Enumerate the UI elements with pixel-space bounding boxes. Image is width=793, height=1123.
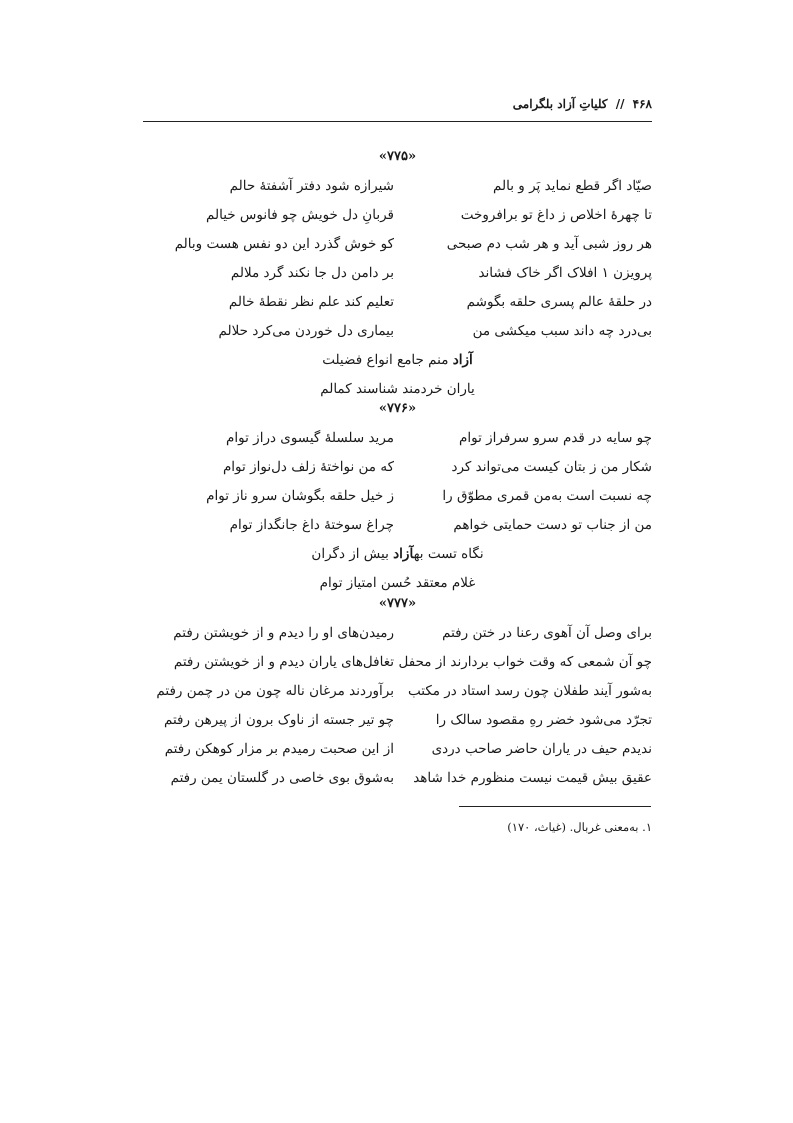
- poem-title: «۷۷۷»: [378, 596, 417, 611]
- running-header: [143, 97, 652, 119]
- second-hemistich: قربانِ دل خویش چو فانوس خیالم: [206, 207, 394, 223]
- couplet: [143, 317, 652, 346]
- second-hemistich: مرید سلسلهٔ گیسوی دراز توام: [226, 430, 394, 446]
- second-hemistich: که من نواختهٔ زلف دل‌نواز توام: [222, 459, 394, 475]
- couplet: [143, 619, 652, 648]
- closing-line: نگاه تست بهآزاد بیش از دگران: [311, 546, 484, 562]
- first-hemistich: صیّاد اگر قطع نماید پَر و بالم: [493, 178, 652, 194]
- page-number: ۴۶۸: [632, 97, 652, 111]
- first-hemistich: ندیدم حیف در یاران حاضر صاحب دردی: [431, 741, 652, 757]
- poet-name: آزاد: [393, 546, 414, 562]
- first-hemistich: در حلقهٔ عالم پسری حلقه بگوشم: [466, 294, 652, 310]
- second-hemistich: شیرازه شود دفتر آشفتهٔ حالم: [229, 178, 394, 194]
- second-hemistich: تعلیم کند علم نظر نقطهٔ خالم: [228, 294, 394, 310]
- second-hemistich: بیماری دل خوردن می‌کرد حلالم: [218, 323, 394, 339]
- couplet: [143, 706, 652, 735]
- couplet: [143, 424, 652, 453]
- poem-776: [143, 398, 652, 598]
- second-hemistich: بر دامن دل جا نکند گرد ملالم: [230, 265, 394, 281]
- first-hemistich: تا چهرهٔ اخلاص ز داغ تو برافروخت: [460, 207, 652, 223]
- footnote: ۱. به‌معنی غربال. (غیاث، ۱۷۰): [507, 820, 652, 834]
- second-hemistich: برآوردند مرغان ناله چون من در چمن رفتم: [156, 683, 394, 699]
- couplet: [143, 201, 652, 230]
- closing-line: آزاد منم جامع انواع فضیلت: [322, 352, 473, 368]
- first-hemistich: به‌شور آیند طفلان چون رسد استاد در مکتب: [407, 683, 652, 699]
- second-hemistich: ز خیل حلقه بگوشان سرو ناز توام: [206, 488, 394, 504]
- second-hemistich: از این صحبت رمیدم بر مزار کوهکن رفتم: [164, 741, 394, 757]
- second-hemistich: کو خوش گذرد این دو نفس هست وبالم: [174, 236, 394, 252]
- couplet: [143, 511, 652, 540]
- couplet: [143, 453, 652, 482]
- first-hemistich: چو سایه در قدم سرو سرفراز توام: [459, 430, 652, 446]
- couplet: [143, 482, 652, 511]
- closing-line: یاران خردمند شناسند کمالم: [320, 381, 475, 397]
- first-hemistich: عقیق بیش قیمت نیست منظورم خدا شاهد: [413, 770, 652, 786]
- first-hemistich: بی‌درد چه داند سبب میکشی من: [472, 323, 652, 339]
- header-rule: [143, 121, 652, 122]
- poem-775: [143, 146, 652, 404]
- second-hemistich: به‌شوق بوی خاصی در گلستان یمن رفتم: [170, 770, 394, 786]
- couplet: [143, 735, 652, 764]
- first-hemistich: برای وصل آن آهوی رعنا در ختن رفتم: [442, 625, 652, 641]
- couplet: [143, 259, 652, 288]
- couplet: [143, 288, 652, 317]
- poem-title: «۷۷۵»: [378, 149, 417, 164]
- first-hemistich: من از جناب تو دست حمایتی خواهم: [453, 517, 652, 533]
- header-separator: //: [615, 97, 625, 111]
- poem-title: «۷۷۶»: [378, 401, 417, 416]
- closing-line: غلام معتقد حُسن امتیاز توام: [319, 575, 476, 591]
- first-hemistich: شکار من ز بتان کیست می‌تواند کرد: [451, 459, 652, 475]
- couplet: [143, 648, 652, 677]
- second-hemistich: تغافل‌های یاران دیدم و از خویشتن رفتم: [173, 654, 394, 670]
- couplet: [143, 677, 652, 706]
- second-hemistich: رمیدن‌های او را دیدم و از خویشتن رفتم: [173, 625, 394, 641]
- couplet: [143, 230, 652, 259]
- book-title: کلیاتِ آزاد بلگرامی: [512, 97, 608, 111]
- second-hemistich: چراغ سوختهٔ داغ جانگداز توام: [229, 517, 394, 533]
- first-hemistich: چه نسبت است به‌من قمری مطوّق را: [442, 488, 652, 504]
- poet-name: آزاد: [452, 352, 473, 368]
- first-hemistich: چو آن شمعی که وقت خواب بردارند از محفل: [398, 654, 652, 670]
- poem-777: [143, 593, 652, 793]
- first-hemistich: پرویزن ۱ افلاک اگر خاک فشاند: [478, 265, 652, 281]
- first-hemistich: تجرّد می‌شود خضر رهِ مقصود سالک را: [435, 712, 652, 728]
- couplet: [143, 764, 652, 793]
- first-hemistich: هر روز شبی آید و هر شب دم صبحی: [446, 236, 652, 252]
- couplet: [143, 172, 652, 201]
- footnote-rule: [459, 806, 651, 807]
- second-hemistich: چو تیر جسته از ناوک برون از پیرهن رفتم: [164, 712, 394, 728]
